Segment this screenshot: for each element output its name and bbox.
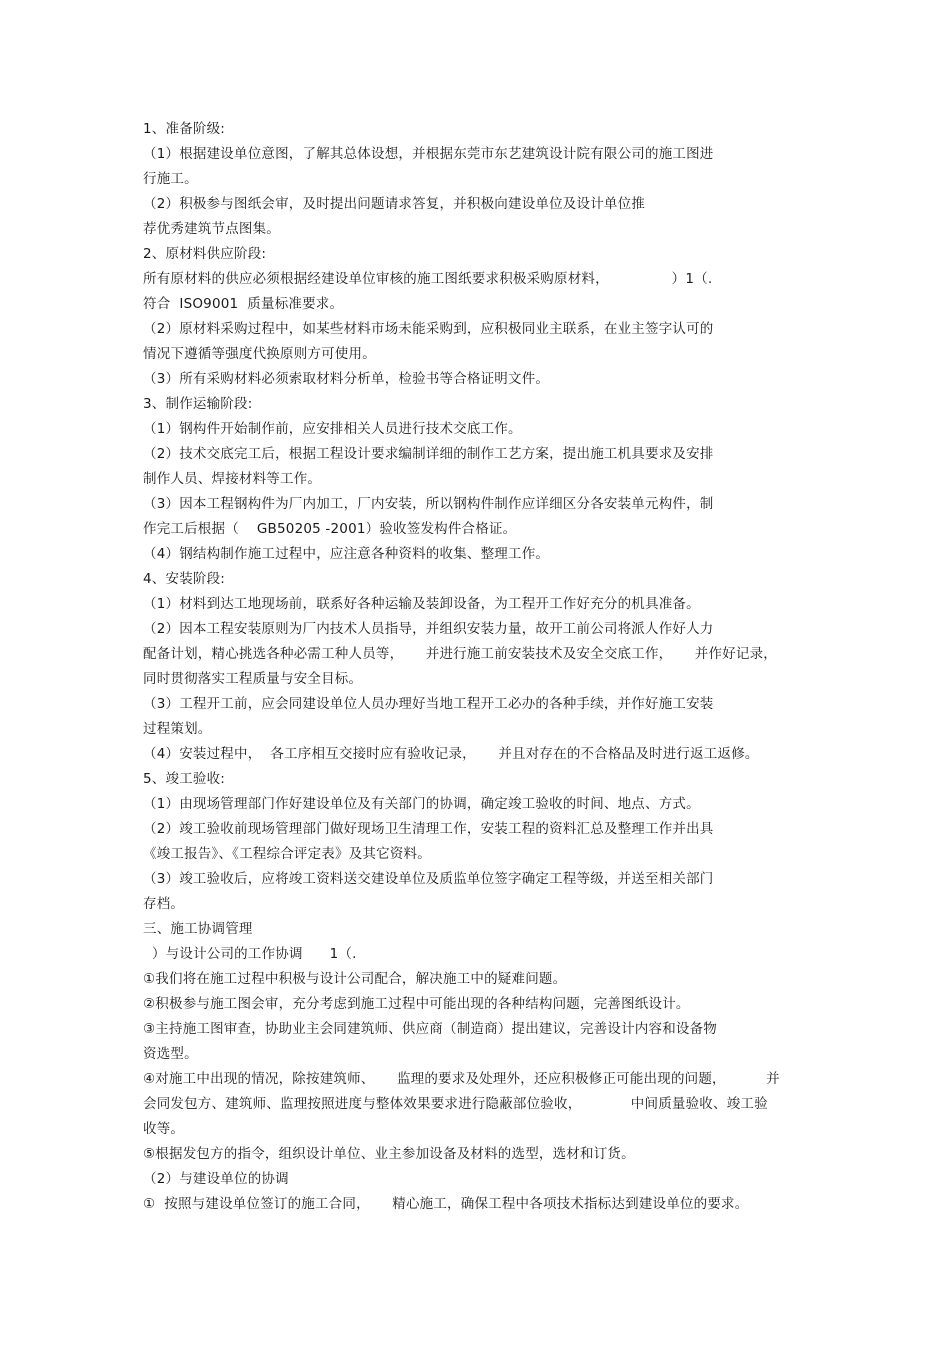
paragraph-line: （3）所有采购材料必须索取材料分析单，检验书等合格证明文件。 — [143, 371, 550, 387]
paragraph-line: （2）技术交底完工后，根据工程设计要求编制详细的制作工艺方案，提出施工机具要求及安排 — [143, 446, 714, 462]
paragraph-line: 《竣工报告》、《工程综合评定表》及其它资料。 — [143, 846, 431, 862]
paragraph-line: （3）竣工验收后，应将竣工资料送交建设单位及质监单位签字确定工程等级，并送至相关部门 — [143, 871, 714, 887]
paragraph-line: （1）根据建设单位意图，了解其总体设想，并根据东莞市东艺建筑设计院有限公司的施工图进 — [143, 146, 714, 162]
paragraph-line: （1）钢构件开始制作前，应安排相关人员进行技术交底工作。 — [143, 421, 522, 437]
paragraph-line: 收等。 — [143, 1121, 185, 1137]
paragraph-line: 行施工。 — [143, 171, 198, 187]
paragraph-line: （1）由现场管理部门作好建设单位及有关部门的协调，确定竣工验收的时间、地点、方式。 — [143, 796, 700, 812]
heading-stage-1: 1、准备阶级: — [143, 121, 226, 137]
paragraph-line: （2）积极参与图纸会审，及时提出问题请求答复，并积极向建设单位及设计单位推 — [143, 196, 645, 212]
paragraph-line: （2）原材料采购过程中，如某些材料市场未能采购到，应积极同业主联系，在业主签字认可的 — [143, 321, 714, 337]
paragraph-line: 存档。 — [143, 896, 185, 912]
heading-stage-5: 5、竣工验收: — [143, 771, 226, 787]
heading-stage-2: 2、原材料供应阶段: — [143, 246, 267, 262]
paragraph-line: ③主持施工图审查，协助业主会同建筑师、供应商（制造商）提出建议，完善设计内容和设备物 — [143, 1021, 718, 1037]
paragraph-line: （2）与建设单位的协调 — [143, 1171, 289, 1187]
heading-stage-4: 4、安装阶段: — [143, 571, 226, 587]
paragraph-line: ①我们将在施工过程中积极与设计公司配合，解决施工中的疑难问题。 — [143, 971, 567, 987]
paragraph-line: （2）竣工验收前现场管理部门做好现场卫生清理工作，安装工程的资料汇总及整理工作并出具 — [143, 821, 714, 837]
paragraph-line: ④对施工中出现的情况，除按建筑师、 监理的要求及处理外，还应积极修正可能出现的问题， 并 — [143, 1071, 780, 1087]
paragraph-line: 符合 ISO9001 质量标准要求。 — [143, 296, 344, 312]
paragraph-line: （4）安装过程中， 各工序相互交接时应有验收记录， 并且对存在的不合格品及时进行返工返修。 — [143, 746, 759, 762]
paragraph-line: 配备计划，精心挑选各种必需工种人员等， 并进行施工前安装技术及安全交底工作， 并作好记录， — [143, 646, 778, 662]
paragraph-line: ②积极参与施工图会审，充分考虑到施工过程中可能出现的各种结构问题，完善图纸设计。 — [143, 996, 690, 1012]
paragraph-line: 资选型。 — [143, 1046, 198, 1062]
paragraph-line: （1）材料到达工地现场前，联系好各种运输及装卸设备，为工程开工作好充分的机具准备。 — [143, 596, 700, 612]
heading-section-3: 三、施工协调管理 — [143, 921, 253, 937]
paragraph-line: 所有原材料的供应必须根据经建设单位审核的施工图纸要求积极采购原材料， ）1（. — [143, 271, 713, 287]
paragraph-line: 过程策划。 — [143, 721, 212, 737]
paragraph-line: ）与设计公司的工作协调 1（. — [143, 946, 357, 962]
heading-stage-3: 3、制作运输阶段: — [143, 396, 253, 412]
paragraph-line: （3）工程开工前，应会同建设单位人员办理好当地工程开工必办的各种手续，并作好施工安装 — [143, 696, 714, 712]
paragraph-line: （3）因本工程钢构件为厂内加工，厂内安装，所以钢构件制作应详细区分各安装单元构件，制 — [143, 496, 714, 512]
paragraph-line: （2）因本工程安装原则为厂内技术人员指导，并组织安装力量，故开工前公司将派人作好人力 — [143, 621, 714, 637]
paragraph-line: ⑤根据发包方的指令，组织设计单位、业主参加设备及材料的选型，选材和订货。 — [143, 1146, 635, 1162]
paragraph-line: （4）钢结构制作施工过程中，应注意各种资料的收集、整理工作。 — [143, 546, 550, 562]
paragraph-line: 同时贯彻落实工程质量与安全目标。 — [143, 671, 363, 687]
paragraph-line: 会同发包方、建筑师、监理按照进度与整体效果要求进行隐蔽部位验收， 中间质量验收、竣工验 — [143, 1096, 768, 1112]
paragraph-line: 作完工后根据（ GB50205 -2001）验收签发构件合格证。 — [143, 521, 517, 537]
paragraph-line: 制作人员、焊接材料等工作。 — [143, 471, 322, 487]
paragraph-line: ① 按照与建设单位签订的施工合同， 精心施工，确保工程中各项技术指标达到建设单位的要求。 — [143, 1196, 749, 1212]
paragraph-line: 荐优秀建筑节点图集。 — [143, 221, 280, 237]
paragraph-line: 情况下遵循等强度代换原则方可使用。 — [143, 346, 376, 362]
